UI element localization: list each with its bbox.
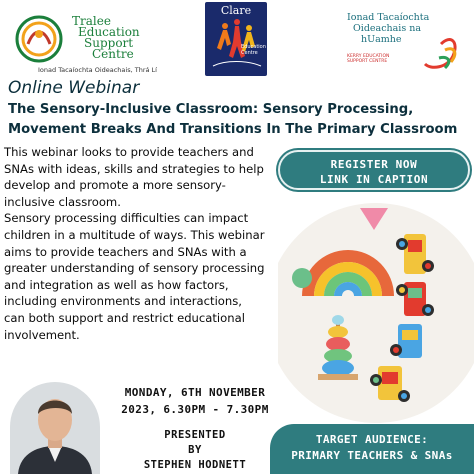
register-line2: LINK IN CAPTION (319, 173, 429, 186)
kerry-line4: KERRY EDUCATION (347, 54, 390, 59)
tralee-logo-name (72, 16, 140, 60)
webinar-label: Online Webinar (8, 78, 140, 98)
presenter-credit (110, 428, 280, 473)
kerry-line1: Ionad Tacaíochta (347, 12, 430, 23)
webinar-description (4, 144, 266, 343)
clare-education-logo (205, 2, 267, 76)
title-line1: The Sensory-Inclusive Classroom: Sensory Processing, (8, 102, 414, 117)
tralee-education-logo (10, 8, 200, 78)
presenter-name: STEPHEN HODNETT (143, 459, 247, 471)
clare-sub1: Education (241, 44, 266, 50)
clare-logo-figures-icon (205, 2, 267, 76)
webinar-title (8, 100, 472, 140)
tralee-line1: Tralee (72, 14, 111, 28)
kerry-line3: hUamhe (361, 34, 402, 45)
tralee-logo-mark-icon (14, 14, 64, 64)
sensory-toys-image (278, 200, 474, 426)
date-line: MONDAY, 6TH NOVEMBER (124, 386, 266, 399)
clare-logo-title: Clare (220, 4, 252, 17)
presenter-photo (10, 382, 100, 474)
tralee-line2: Education (78, 25, 140, 39)
clare-sub2: Centre (241, 50, 258, 56)
tralee-line4: Centre (92, 47, 134, 61)
audience-value: PRIMARY TEACHERS & SNAs (291, 449, 453, 462)
title-line2: Movement Breaks And Transitions In The Primary Classroom (8, 122, 458, 137)
presented-label: PRESENTED (164, 429, 226, 441)
description-paragraph-2: Sensory processing difficulties can impact children in a multitude of ways. This webinar aims to provide teachers and SNAs with a greater understanding of sensory processing and integration as well as how factors, including environments and interactions, can both support and restrict educational involvement. (4, 211, 265, 342)
kerry-education-logo (341, 4, 469, 76)
tralee-logo-irish: Ionad Tacaíochta Oideachais, Thrá Lí (38, 66, 157, 74)
by-label: BY (188, 444, 202, 456)
audience-label: TARGET AUDIENCE: (315, 433, 429, 446)
time-line: 2023, 6.30PM - 7.30PM (121, 403, 269, 416)
kerry-logo-english (347, 54, 389, 64)
register-now-button[interactable] (278, 150, 470, 190)
tralee-line3: Support (84, 36, 134, 50)
target-audience-banner (270, 424, 474, 474)
kerry-line5: SUPPORT CENTRE (347, 59, 388, 64)
register-line1: REGISTER NOW (330, 158, 418, 171)
kerry-logo-irish (347, 12, 429, 45)
kerry-line2: Oideachais na (353, 23, 422, 34)
description-paragraph-1: This webinar looks to provide teachers and SNAs with ideas, skills and strategies to help develop and promote a more sensory-inclusive classroom. (4, 145, 264, 209)
clare-logo-sub (241, 44, 266, 56)
event-date-time (110, 384, 280, 418)
